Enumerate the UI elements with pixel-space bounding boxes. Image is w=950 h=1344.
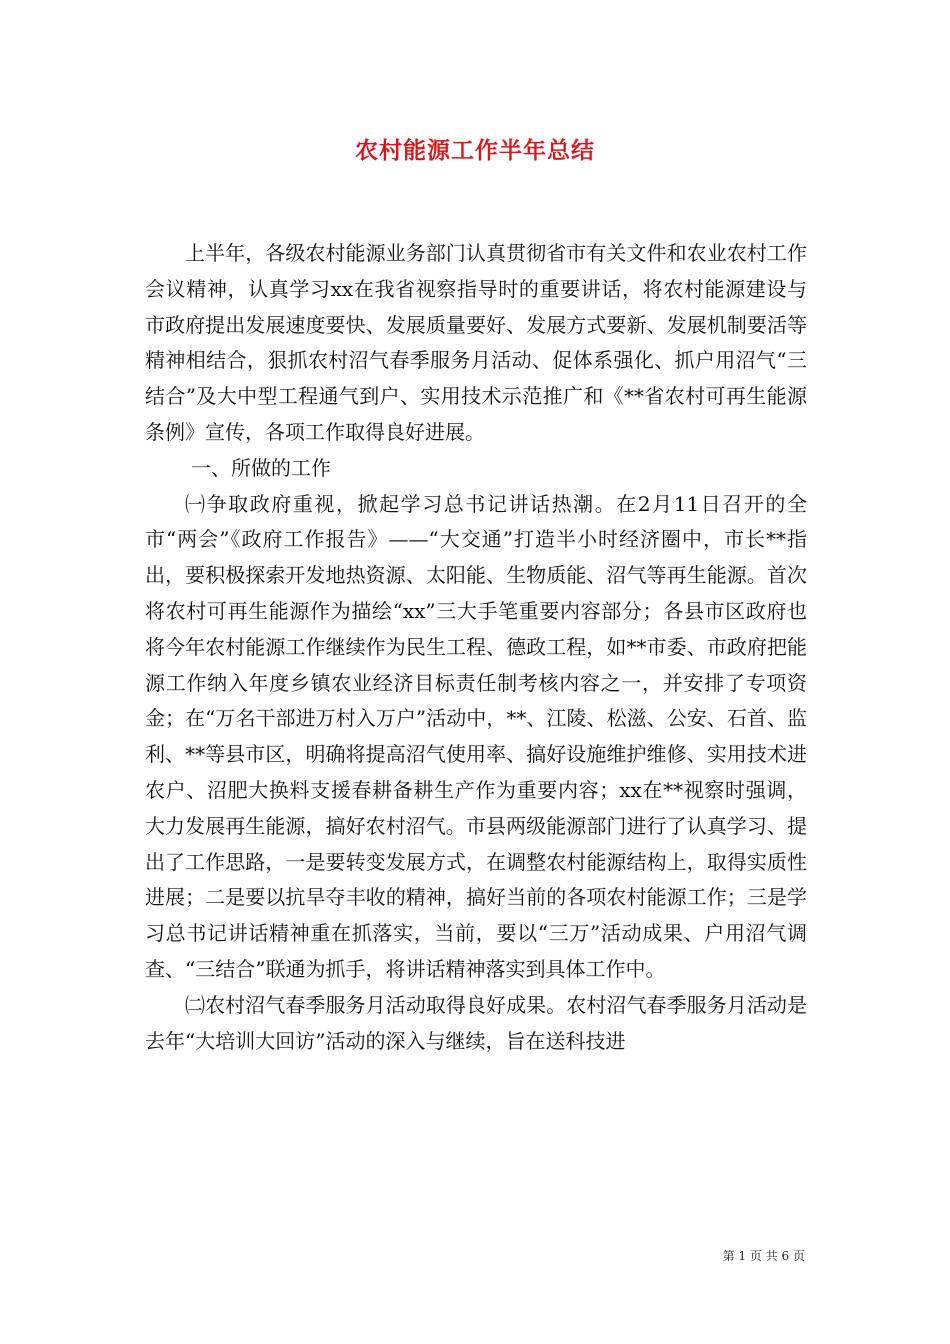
section-heading: 一、所做的工作 — [191, 455, 331, 480]
paragraph-item-1: ㈠争取政府重视，掀起学习总书记讲话热潮。在2月11日召开的全市“两会”《政府工作报告》——“大交通”打造半小时经济圈中，市长**指出，要积极探索开发地热资源、太阳能、生物质能、沼气等再生能源。首次将农村可再生能源作为描绘“xx”三大手笔重要内容部分；各县市区政府也将今年农村能源工作继续作为民生工程、德政工程，如**市委、市政府把能源工作纳入年度乡镇农业经济目标责任制考核内容之一，并安排了专项资金；在“万名干部进万村入万户”活动中，**、江陵、松滋、公安、石首、监利、**等县市区，明确将提高沼气使用率、搞好设施维护维修、实用技术进农户、沼肥大换料支援春耕备耕生产作为重要内容；xx在**视察时强调，大力发展再生能源，搞好农村沼气。市县两级能源部门进行了认真学习、提出了工作思路，一是要转变发展方式，在调整农村能源结构上，取得实质性进展；二是要以抗旱夺丰收的精神，搞好当前的各项农村能源工作；三是学习总书记讲话精神重在抓落实，当前，要以“三万”活动成果、户用沼气调查、“三结合”联通为抓手，将讲话精神落实到具体工作中。 — [145, 491, 807, 981]
document-title: 农村能源工作半年总结 — [355, 137, 595, 164]
intro-paragraph: 上半年，各级农村能源业务部门认真贯彻省市有关文件和农业农村工作会议精神，认真学习xx在我省视察指导时的重要讲话，将农村能源建设与市政府提出发展速度要快、发展质量要好、发展方式要新、发展机制要活等精神相结合，狠抓农村沼气春季服务月活动、促体系强化、抓户用沼气“三结合”及大中型工程通气到户、实用技术示范推广和《**省农村可再生能源条例》宣传，各项工作取得良好进展。 — [145, 241, 807, 444]
paragraph-item-2: ㈡农村沼气春季服务月活动取得良好成果。农村沼气春季服务月活动是去年“大培训大回访”活动的深入与继续，旨在送科技进 — [145, 992, 807, 1053]
document-body — [145, 236, 807, 1059]
page-number: 第 1 页 共 6 页 — [722, 1249, 805, 1263]
